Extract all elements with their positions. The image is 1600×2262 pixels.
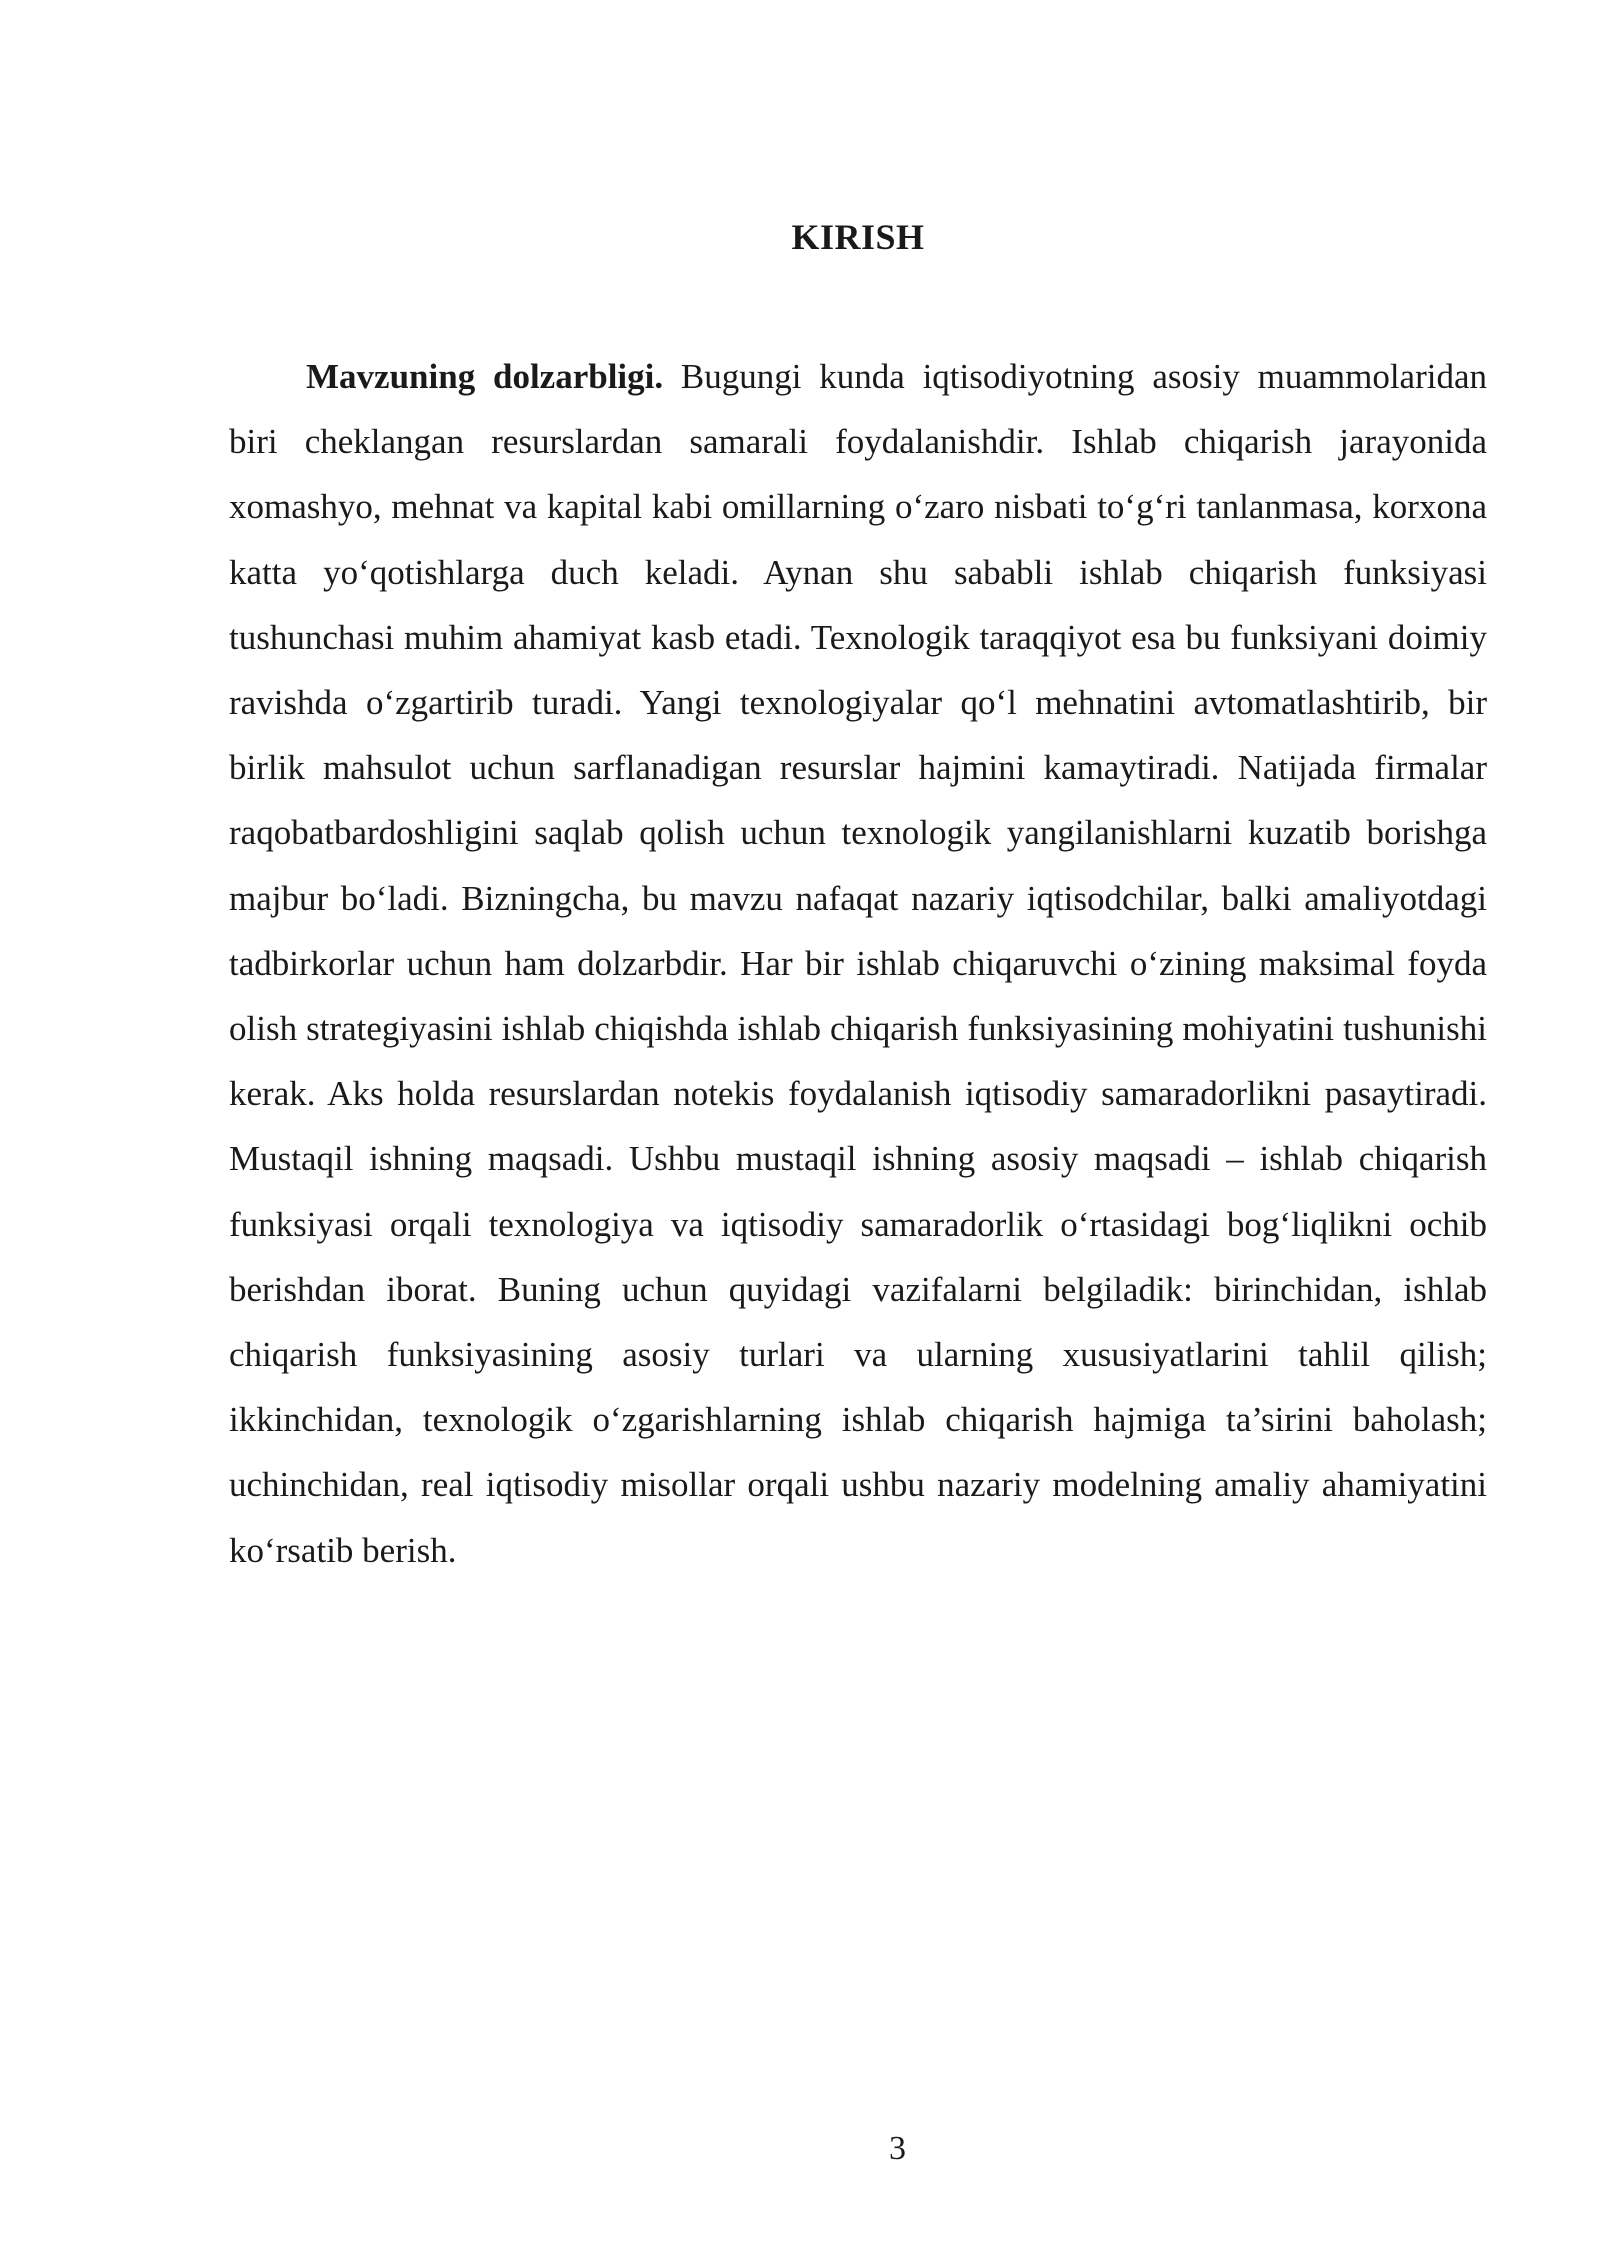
section-title: KIRISH — [791, 217, 925, 257]
page-number: 3 — [889, 2130, 906, 2167]
paragraph-text: Bugungi kunda iqtisodiyotning asosiy muammolaridan biri cheklangan resurslardan samarali foydalanishdir. Ishlab chiqarish jarayonida xomashyo, mehnat va kapital kabi omillarning o‘zaro nisbati to‘g‘ri tanlanmasa, korxona katta yo‘qotishlarga duch keladi. Aynan shu sababli ishlab chiqarish funksiyasi tushunchasi muhim ahamiyat kasb etadi. Texnologik taraqqiyot esa bu funksiyani doimiy ravishda o‘zgartirib turadi. Yangi texnologiyalar qo‘l mehnatini avtomatlashtirib, bir birlik mahsulot uchun sarflanadigan resurslar hajmini kamaytiradi. Natijada firmalar raqobatbardoshligini saqlab qolish uchun texnologik yangilanishlarni kuzatib borishga majbur bo‘ladi. Bizningcha, bu mavzu nafaqat nazariy iqtisodchilar, balki amaliyotdagi tadbirkorlar uchun ham dolzarbdir. Har bir ishlab chiqaruvchi o‘zining maksimal foyda olish strategiyasini ishlab chiqishda ishlab chiqarish funksiyasining mohiyatini tushunishi kerak. Aks holda resurslardan notekis foydalanish iqtisodiy samaradorlikni pasaytiradi. Mustaqil ishning maqsadi. Ushbu mustaqil ishning asosiy maqsadi – ishlab chiqarish funksiyasi orqali texnologiya va iqtisodiy samaradorlik o‘rtasidagi bog‘liqlikni ochib berishdan iborat. Buning uchun quyidagi vazifalarni belgiladik: birinchidan, ishlab chiqarish funksiyasining asosiy turlari va ularning xususiyatlarini tahlil qilish; ikkinchidan, texnologik o‘zgarishlarning ishlab chiqarish hajmiga ta’sirini baholash; uchinchidan, real iqtisodiy misollar orqali ushbu nazariy modelning amaliy ahamiyatini ko‘rsatib berish. — [229, 357, 1487, 1570]
body-paragraph — [229, 344, 1487, 1583]
paragraph-lead: Mavzuning dolzarbligi. — [306, 357, 664, 396]
